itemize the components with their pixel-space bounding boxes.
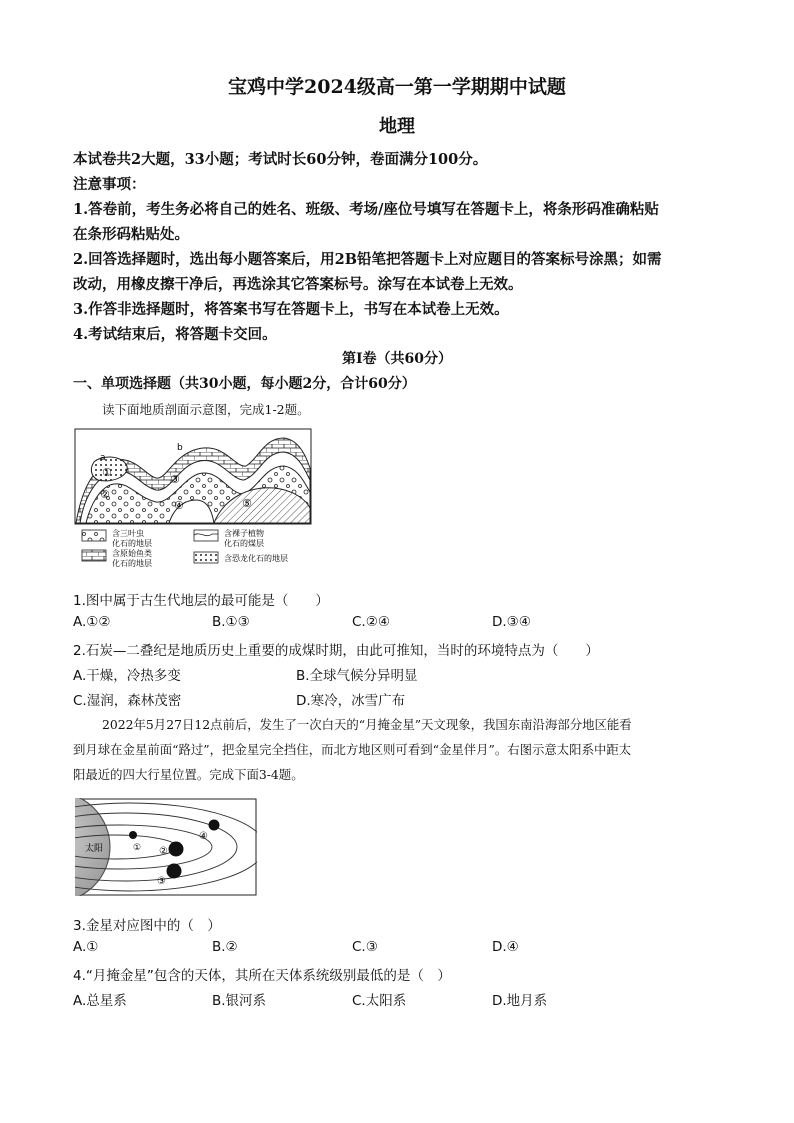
question-1-option-d[interactable]: D.③④ [492, 614, 531, 630]
question-4-option-c[interactable]: C.太阳系 [352, 993, 407, 1009]
planet-1-icon [129, 831, 137, 839]
legend-trilobite-swatch [82, 530, 106, 541]
legend-2-line-2: 化石的煤层 [224, 539, 264, 548]
question-1-stem: 1.图中属于古生代地层的最可能是（ ） [73, 593, 329, 609]
exam-title: 宝鸡中学2024级高一第一学期期中试题 [228, 76, 566, 98]
question-2-stem: 2.石炭—二叠纪是地质历史上重要的成煤时期，由此可推知，当时的环境特点为（ ） [73, 643, 599, 659]
legend-4-line-1: 含恐龙化石的地层 [224, 554, 288, 563]
note-4: 4.考试结束后，将答题卡交回。 [73, 326, 277, 343]
label-5: ⑤ [242, 497, 252, 510]
label-2: ② [100, 488, 110, 501]
planet-label-3: ③ [157, 876, 166, 887]
planet-label-2: ② [159, 846, 168, 857]
label-1: ① [102, 466, 112, 479]
geologic-profile-figure [74, 428, 314, 573]
planet-label-4: ④ [199, 831, 208, 842]
solar-system-figure [75, 798, 257, 896]
label-a: a [100, 453, 106, 463]
subject-title: 地理 [379, 116, 415, 137]
question-3-option-b[interactable]: B.② [212, 939, 238, 955]
note-3: 3.作答非选择题时，将答案书写在答题卡上，书写在本试卷上无效。 [73, 301, 509, 318]
question-4-option-d[interactable]: D.地月系 [492, 993, 548, 1009]
legend-3-line-2: 化石的地层 [112, 559, 152, 568]
legend-2-line-1: 含裸子植物 [224, 529, 264, 538]
passage-line-1: 2022年5月27日12点前后，发生了一次白天的“月掩金星”天文现象，我国东南沿海部分地区能看 [102, 717, 632, 732]
question-4-option-b[interactable]: B.银河系 [212, 993, 267, 1009]
section-title: 一、单项选择题（共30小题，每小题2分，合计60分） [73, 376, 416, 392]
note-2-line-1: 2.回答选择题时，选出每小题答案后，用2B铅笔把答题卡上对应题目的答案标号涂黑；如需 [73, 251, 662, 268]
part-title: 第Ⅰ卷（共60分） [341, 351, 453, 367]
exam-summary: 本试卷共2大题，33小题；考试时长60分钟，卷面满分100分。 [73, 151, 488, 168]
planet-label-1: ① [133, 843, 142, 853]
question-1-option-c[interactable]: C.②④ [352, 614, 390, 630]
passage-line-3: 阳最近的四大行星位置。完成下面3-4题。 [73, 767, 304, 782]
question-3-option-a[interactable]: A.① [73, 939, 99, 955]
note-1-line-1: 1.答卷前，考生务必将自己的姓名、班级、考场/座位号填写在答题卡上，将条形码准确粘贴 [73, 201, 659, 218]
planet-4-icon [209, 820, 220, 831]
legend-dinosaur-swatch [194, 552, 218, 563]
sun-label: 太阳 [85, 844, 104, 854]
question-2-option-d[interactable]: D.寒冷，冰雪广布 [296, 693, 406, 709]
notes-title: 注意事项： [73, 176, 146, 193]
question-3-option-c[interactable]: C.③ [352, 939, 378, 955]
note-1-line-2: 在条形码粘贴处。 [73, 226, 189, 243]
note-2-line-2: 改动，用橡皮擦干净后，再选涂其它答案标号。涂写在本试卷上无效。 [73, 276, 523, 293]
legend-1-line-1: 含三叶虫 [112, 529, 144, 538]
instruction-1-2: 读下面地质剖面示意图，完成1-2题。 [102, 402, 310, 417]
question-4-stem: 4.“月掩金星”包含的天体，其所在天体系统级别最低的是（ ） [73, 968, 451, 984]
legend-1-line-2: 化石的地层 [112, 539, 152, 548]
label-4: ④ [174, 499, 184, 512]
question-3-stem: 3.金星对应图中的（ ） [73, 918, 221, 934]
passage-line-2: 到月球在金星前面“路过”，把金星完全挡住，而北方地区则可看到“金星伴月”。右图示意太阳系中距太 [73, 742, 632, 757]
planet-2-icon [169, 842, 184, 857]
question-4-option-a[interactable]: A.总星系 [73, 993, 127, 1009]
label-b: b [177, 443, 183, 453]
label-3: ③ [170, 473, 180, 486]
question-1-option-a[interactable]: A.①② [73, 614, 111, 630]
question-2-option-a[interactable]: A.干燥，冷热多变 [73, 668, 181, 684]
question-3-option-d[interactable]: D.④ [492, 939, 519, 955]
question-2-option-b[interactable]: B.全球气候分异明显 [296, 668, 418, 684]
legend-fish-swatch [82, 550, 106, 561]
question-1-option-b[interactable]: B.①③ [212, 614, 250, 630]
question-2-option-c[interactable]: C.湿润，森林茂密 [73, 693, 182, 709]
legend-3-line-1: 含原始鱼类 [112, 549, 152, 558]
planet-3-icon [167, 864, 182, 879]
